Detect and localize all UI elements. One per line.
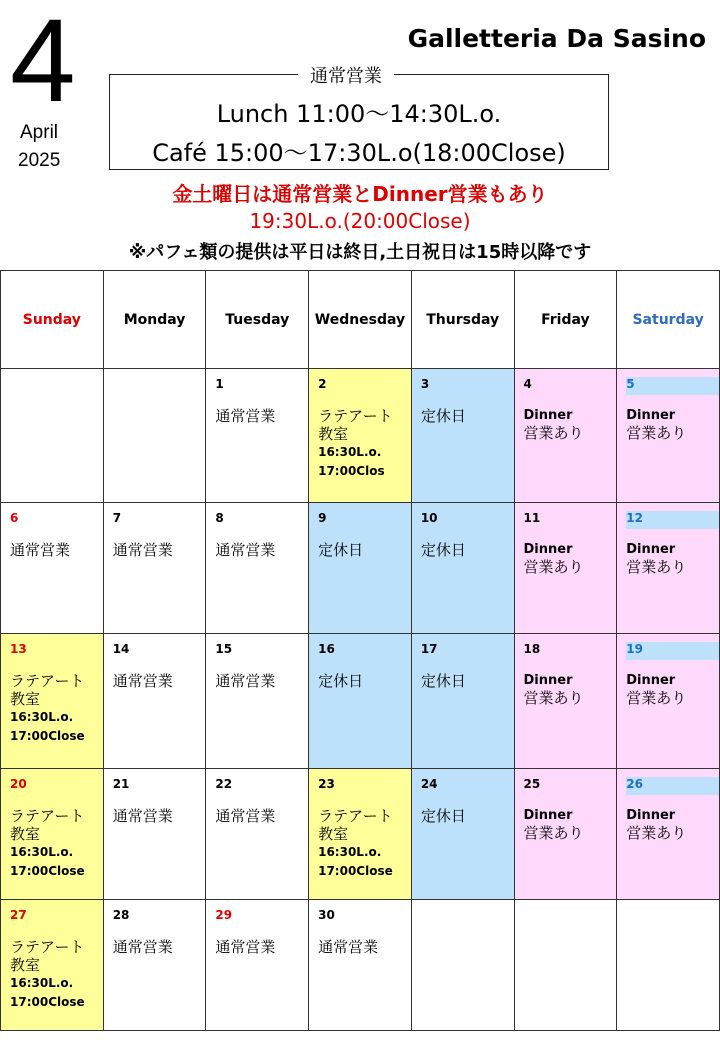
latte-time-text: 17:00Clos: [318, 464, 385, 478]
dinner-label: Dinner: [523, 542, 573, 557]
status-text: 通常営業: [112, 672, 173, 690]
status-text: 定休日: [420, 541, 466, 559]
month-number: 4: [10, 0, 72, 127]
status-text: 通常営業: [318, 938, 379, 956]
day-status: [421, 541, 514, 559]
calendar-week-row: [1, 503, 720, 634]
latte-time-text: 16:30L.o.: [10, 976, 74, 990]
day-number: 3: [420, 377, 430, 391]
calendar-day-cell: [514, 503, 617, 634]
status-text: ラテアート: [318, 407, 393, 425]
day-number: 12: [626, 511, 719, 529]
calendar-day-cell: [1, 634, 104, 769]
day-status: [215, 541, 308, 559]
status-text: 営業あり: [626, 424, 687, 442]
status-text: 通常営業: [112, 541, 173, 559]
weekday-thursday: Thursday: [411, 271, 514, 369]
calendar-day-cell: [206, 369, 309, 503]
latte-time-text: 16:30L.o.: [318, 445, 382, 459]
status-text: 営業あり: [626, 824, 687, 842]
day-number: 25: [523, 777, 541, 791]
calendar-day-cell: [1, 900, 104, 1031]
calendar-day-cell: [103, 503, 206, 634]
status-text: 通常営業: [215, 541, 276, 559]
weekday-header-row: [1, 271, 720, 369]
status-text: 定休日: [420, 407, 466, 425]
day-status: [113, 672, 206, 690]
status-text: 通常営業: [112, 938, 173, 956]
weekday-sunday: Sunday: [1, 271, 104, 369]
dinner-label: Dinner: [626, 542, 676, 557]
day-number: 24: [420, 777, 438, 791]
calendar-day-cell: [617, 503, 720, 634]
calendar-empty-cell: [617, 900, 720, 1031]
dinner-label: Dinner: [626, 673, 676, 688]
lunch-hours: Lunch 11:00～14:30L.o.: [216, 100, 502, 128]
status-text: 教室: [318, 425, 349, 443]
calendar-day-cell: [103, 900, 206, 1031]
status-text: 通常営業: [215, 938, 276, 956]
status-text: 定休日: [420, 672, 466, 690]
day-status: [10, 938, 103, 1012]
calendar-day-cell: [411, 503, 514, 634]
latte-time-text: 17:00Close: [10, 995, 85, 1009]
day-number: 21: [112, 777, 130, 791]
day-status: [215, 807, 308, 825]
calendar-day-cell: [309, 369, 412, 503]
calendar-day-cell: [617, 369, 720, 503]
day-number: 16: [318, 642, 335, 656]
day-number: 20: [10, 777, 27, 791]
day-number: 4: [523, 377, 532, 391]
day-status: [318, 807, 411, 881]
status-text: 通常営業: [10, 541, 71, 559]
dinner-label: Dinner: [523, 673, 573, 688]
calendar-empty-cell: [411, 900, 514, 1031]
day-status: [318, 672, 411, 690]
calendar-day-cell: [1, 503, 104, 634]
day-number: 9: [318, 511, 327, 525]
day-number: 5: [626, 377, 719, 395]
day-number: 15: [215, 642, 233, 656]
status-text: 通常営業: [215, 672, 276, 690]
day-status: [113, 541, 206, 559]
day-status: [524, 672, 617, 707]
day-number: 6: [10, 511, 19, 525]
status-text: 営業あり: [523, 558, 584, 576]
day-status: [10, 807, 103, 881]
weekday-monday: Monday: [103, 271, 206, 369]
status-text: 通常営業: [112, 807, 173, 825]
status-text: 教室: [318, 825, 349, 843]
calendar-table: [0, 270, 720, 1031]
calendar-day-cell: [411, 769, 514, 900]
day-number: 30: [318, 908, 335, 922]
calendar-day-cell: [514, 769, 617, 900]
dinner-hours: 19:30L.o.(20:00Close): [249, 209, 471, 233]
calendar-day-cell: [206, 503, 309, 634]
status-text: 教室: [10, 690, 41, 708]
latte-time-text: 17:00Close: [10, 864, 85, 878]
calendar-week-row: [1, 900, 720, 1031]
day-status: [626, 672, 719, 707]
day-status: [113, 807, 206, 825]
status-text: 営業あり: [626, 558, 687, 576]
day-status: [524, 407, 617, 442]
calendar-day-cell: [411, 634, 514, 769]
day-number: 10: [420, 511, 438, 525]
status-text: 教室: [10, 956, 41, 974]
day-number: 14: [112, 642, 130, 656]
status-text: 教室: [10, 825, 41, 843]
calendar-day-cell: [206, 769, 309, 900]
status-text: 営業あり: [523, 824, 584, 842]
status-text: 定休日: [420, 807, 466, 825]
calendar-day-cell: [206, 634, 309, 769]
status-text: 定休日: [318, 541, 364, 559]
day-status: [626, 541, 719, 576]
day-number: 7: [112, 511, 122, 525]
day-status: [421, 672, 514, 690]
day-number: 8: [215, 511, 224, 525]
status-text: 営業あり: [523, 424, 584, 442]
day-number: 23: [318, 777, 335, 791]
day-number: 2: [318, 377, 327, 391]
day-status: [113, 938, 206, 956]
day-number: 1: [215, 377, 224, 391]
status-text: ラテアート: [10, 672, 85, 690]
status-text: 営業あり: [626, 689, 687, 707]
latte-time-text: 17:00Close: [318, 864, 393, 878]
dinner-label: Dinner: [626, 408, 676, 423]
day-number: 19: [626, 642, 719, 660]
calendar-week-row: [1, 369, 720, 503]
day-status: [318, 541, 411, 559]
day-status: [215, 672, 308, 690]
day-status: [10, 541, 103, 559]
calendar-day-cell: [411, 369, 514, 503]
day-status: [421, 407, 514, 425]
calendar-day-cell: [514, 369, 617, 503]
calendar-empty-cell: [1, 369, 104, 503]
cafe-hours: Café 15:00～17:30L.o(18:00Close): [152, 139, 566, 167]
day-status: [626, 807, 719, 842]
calendar-empty-cell: [514, 900, 617, 1031]
calendar-day-cell: [1, 769, 104, 900]
day-number: 13: [10, 642, 27, 656]
dinner-label: Dinner: [626, 808, 676, 823]
weekday-friday: Friday: [514, 271, 617, 369]
calendar-week-row: [1, 634, 720, 769]
status-text: 通常営業: [215, 807, 276, 825]
day-status: [10, 672, 103, 746]
calendar-empty-cell: [103, 369, 206, 503]
status-text: 営業あり: [523, 689, 584, 707]
weekday-saturday: Saturday: [617, 271, 720, 369]
calendar-week-row: [1, 769, 720, 900]
calendar-day-cell: [103, 769, 206, 900]
calendar-day-cell: [309, 503, 412, 634]
calendar-day-cell: [617, 769, 720, 900]
day-number: 26: [626, 777, 719, 795]
day-number: 18: [523, 642, 541, 656]
status-text: ラテアート: [318, 807, 393, 825]
calendar-day-cell: [617, 634, 720, 769]
latte-time-text: 17:00Close: [10, 729, 85, 743]
status-text: ラテアート: [10, 938, 85, 956]
calendar-day-cell: [103, 634, 206, 769]
dinner-label: Dinner: [523, 408, 573, 423]
day-number: 22: [215, 777, 233, 791]
day-number: 29: [215, 908, 233, 922]
calendar-day-cell: [206, 900, 309, 1031]
day-status: [215, 407, 308, 425]
day-status: [318, 938, 411, 956]
calendar-day-cell: [309, 769, 412, 900]
calendar-day-cell: [514, 634, 617, 769]
status-text: 通常営業: [215, 407, 276, 425]
day-number: 17: [420, 642, 438, 656]
day-status: [626, 407, 719, 442]
day-status: [421, 807, 514, 825]
hours-legend: 通常営業: [298, 62, 394, 88]
day-status: [524, 541, 617, 576]
day-status: [318, 407, 411, 481]
latte-time-text: 16:30L.o.: [10, 845, 74, 859]
year: 2025: [18, 150, 61, 171]
calendar-day-cell: [309, 634, 412, 769]
day-number: 28: [112, 908, 130, 922]
latte-time-text: 16:30L.o.: [10, 710, 74, 724]
latte-time-text: 16:30L.o.: [318, 845, 382, 859]
day-status: [215, 938, 308, 956]
dinner-label: Dinner: [523, 808, 573, 823]
day-status: [524, 807, 617, 842]
day-number: 27: [10, 908, 27, 922]
day-number: 11: [523, 511, 541, 525]
month-name: April: [20, 122, 59, 143]
weekday-tuesday: Tuesday: [206, 271, 309, 369]
parfait-notice: ※パフェ類の提供は平日は終日,土日祝日は15時以降です: [128, 242, 592, 263]
status-text: 定休日: [318, 672, 364, 690]
store-name: Galletteria Da Sasino: [407, 24, 706, 53]
status-text: ラテアート: [10, 807, 85, 825]
calendar-day-cell: [309, 900, 412, 1031]
dinner-notice: 金土曜日は通常営業とDinner営業もあり: [172, 182, 548, 206]
weekday-wednesday: Wednesday: [309, 271, 412, 369]
